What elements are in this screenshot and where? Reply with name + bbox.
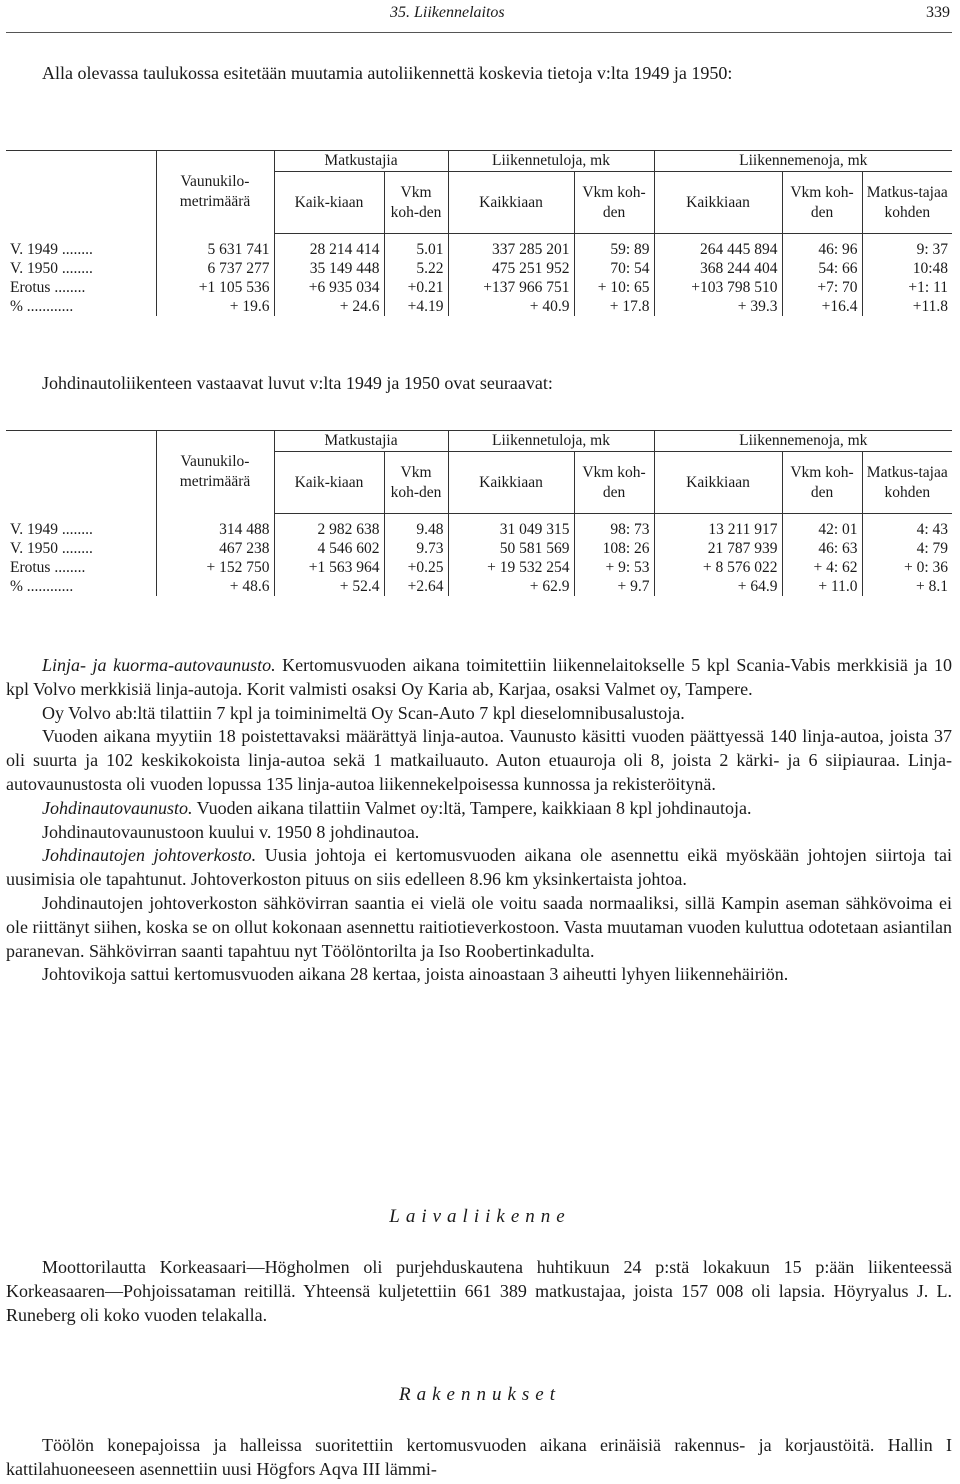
para-kuului: Johdinautovaunustoon kuului v. 1950 8 johdinautoa. [42,821,420,842]
table-cell: 9: 37 [862,234,952,260]
table-cell: +0.25 [384,558,448,577]
table-cell: + 9.7 [574,577,654,596]
col-vkm-kohden: Vkm koh-den [384,452,448,514]
table-cell: 4: 43 [862,514,952,540]
table-row [6,297,952,316]
table-cell: + 52.4 [274,577,384,596]
table-row [6,514,952,540]
table-cell: +0.21 [384,278,448,297]
col-vaunukilometrimaara: Vaunukilo-metrimäärä [156,151,274,234]
table-cell: 98: 73 [574,514,654,540]
row-label: V. 1950 ........ [10,260,93,277]
page-number: 339 [926,4,950,21]
group-matkustajia: Matkustajia [274,431,448,452]
para-myytiin: Vuoden aikana myytiin 18 poistettavaksi määrättyä linja-autoa. Vaunusto käsitti vuoden päättyessä 140 linja-autoa, joista 37 oli suurta ja 102 keskikokoista linja-autoa sekä 1 matkailuauto. Auton etuauroja oli 8, joista 2 kärki- ja 6 siipiauraa. Linja-autovaunustosta oli vuoden lopussa 135 linja-autoa liikennekelpoisessa kunnossa ja rekisteröitynä. [6,726,952,794]
header-rule [6,32,952,33]
table-cell: 368 244 404 [654,259,782,278]
table-cell: 4: 79 [862,539,952,558]
table-row [6,234,952,260]
table-cell: +16.4 [782,297,862,316]
chapter-title: 35. Liikennelaitos [390,4,505,21]
table-cell: 70: 54 [574,259,654,278]
table-cell: +4.19 [384,297,448,316]
trolleybus-traffic-table [6,430,952,596]
table-cell: 5.01 [384,234,448,260]
col-kaikkiaan: Kaikkiaan [654,452,782,514]
table-cell: 5 631 741 [156,234,274,260]
row-label: V. 1949 ........ [10,240,93,258]
table-cell: + 8 576 022 [654,558,782,577]
table-row [6,539,952,558]
row-label: Erotus ........ [10,279,86,296]
group-liikennetuloja: Liikennetuloja, mk [448,431,654,452]
para-linja-autovaunusto: Linja- ja kuorma-autovaunusto. Kertomusvuoden aikana toimitettiin liikennelaitokselle 5 kpl Scania-Vabis merkkisiä ja 10 kpl Volvo merkkisiä linja-autoja. Korit valmisti osaksi Oy Karia ab, Karjaa, osaksi Valmet oy, Tampere. [6,655,952,699]
col-vaunukilometrimaara: Vaunukilo-metrimäärä [156,431,274,514]
col-matkustajaa-kohden: Matkus-tajaa kohden [862,452,952,514]
col-kaikkiaan: Kaik-kiaan [274,452,384,514]
col-vkm-kohden: Vkm koh-den [384,172,448,234]
table-cell: + 40.9 [448,297,574,316]
table-cell: +103 798 510 [654,278,782,297]
para-johdinautovaunusto: Johdinautovaunusto. Vuoden aikana tilattiin Valmet oy:ltä, Tampere, kaikkiaan 8 kpl johdinautoja. [42,797,752,818]
table-cell: + 62.9 [448,577,574,596]
col-vkm-kohden: Vkm koh-den [574,452,654,514]
table-cell: 4 546 602 [274,539,384,558]
table-cell: 21 787 939 [654,539,782,558]
table-cell: 46: 96 [782,234,862,260]
table-cell: 2 982 638 [274,514,384,540]
table-cell: + 8.1 [862,577,952,596]
section-heading-laivaliikenne: Laivaliikenne [389,1206,571,1227]
table-cell: 59: 89 [574,234,654,260]
group-liikennemenoja: Liikennemenoja, mk [654,151,952,172]
table-cell: 337 285 201 [448,234,574,260]
table-cell: 9.73 [384,539,448,558]
table-cell: 54: 66 [782,259,862,278]
table-cell: 31 049 315 [448,514,574,540]
table-cell: + 0: 36 [862,558,952,577]
para-sahkovirta: Johdinautojen johtoverkoston sähkövirran saantia ei vielä ole voitu saada normaaliksi, sillä Kampin aseman sähkövoima ei ole riittänyt siihen, koska se on ollut kokonaan asennettu raitiotieverkostoon. Vasta muutaman vuoden kuluttua odotetaan asiantilan paranevan. Sähkövirran saanti tapahtuu nyt Töölöntorilta ja Iso Roobertinkadulta. [6,892,952,961]
table-cell: +6 935 034 [274,278,384,297]
table-cell: +11.8 [862,297,952,316]
intro-paragraph: Alla olevassa taulukossa esitetään muutamia autoliikennettä koskevia tietoja v:lta 1949 ja 1950: [42,63,733,83]
table-cell: 42: 01 [782,514,862,540]
between-paragraph: Johdinautoliikenteen vastaavat luvut v:lta 1949 ja 1950 ovat seuraavat: [42,373,553,393]
col-vkm-kohden: Vkm koh-den [574,172,654,234]
group-matkustajia: Matkustajia [274,151,448,172]
table-cell: + 19 532 254 [448,558,574,577]
table-cell: 13 211 917 [654,514,782,540]
table-cell: 467 238 [156,539,274,558]
table-cell: 6 737 277 [156,259,274,278]
table-cell: + 9: 53 [574,558,654,577]
para-johtovikoja: Johtovikoja sattui kertomusvuoden aikana 28 kertaa, joista ainoastaan 3 aiheutti lyhyen liikennehäiriön. [42,964,789,985]
table-cell: + 152 750 [156,558,274,577]
table-row [6,259,952,278]
col-vkm-kohden: Vkm koh-den [782,172,862,234]
table-cell: + 64.9 [654,577,782,596]
para-volvo: Oy Volvo ab:ltä tilattiin 7 kpl ja toiminimeltä Oy Scan-Auto 7 kpl dieselomnibusalustoja. [42,702,685,723]
table-cell: +1 105 536 [156,278,274,297]
col-kaikkiaan: Kaik-kiaan [274,172,384,234]
row-label: V. 1950 ........ [10,540,93,557]
table-cell: + 24.6 [274,297,384,316]
table-cell: 108: 26 [574,539,654,558]
group-liikennemenoja: Liikennemenoja, mk [654,431,952,452]
table-cell: + 17.8 [574,297,654,316]
col-kaikkiaan: Kaikkiaan [448,172,574,234]
table-cell: +2.64 [384,577,448,596]
table-cell: +1 563 964 [274,558,384,577]
group-liikennetuloja: Liikennetuloja, mk [448,151,654,172]
table-cell: 475 251 952 [448,259,574,278]
table-cell: + 10: 65 [574,278,654,297]
table-cell: 46: 63 [782,539,862,558]
table-cell: +137 966 751 [448,278,574,297]
body-text [6,654,952,987]
row-label: % ............ [10,298,74,315]
table-cell: 28 214 414 [274,234,384,260]
col-matkustajaa-kohden: Matkus-tajaa kohden [862,172,952,234]
section-heading-rakennukset: Rakennukset [398,1384,561,1405]
row-label: % ............ [10,578,74,595]
table-cell: +1: 11 [862,278,952,297]
bus-traffic-table [6,150,952,316]
row-label: Erotus ........ [10,559,86,576]
table-cell: 35 149 448 [274,259,384,278]
table-cell: + 39.3 [654,297,782,316]
running-header [6,4,952,26]
para-johtoverkosto: Johdinautojen johtoverkosto. Uusia johtoja ei kertomusvuoden aikana ole asennettu eikä myöskään johtojen siirtoja tai uusimisia ole tapahtunut. Johtoverkoston pituus on siis edelleen 8.96 km yksinkertaista johtoa. [6,845,952,890]
table-row [6,558,952,577]
table-row [6,278,952,297]
table-cell: 10:48 [862,259,952,278]
table-cell: 9.48 [384,514,448,540]
col-kaikkiaan: Kaikkiaan [654,172,782,234]
table-row [6,577,952,596]
table-cell: + 11.0 [782,577,862,596]
col-vkm-kohden: Vkm koh-den [782,452,862,514]
table-cell: 5.22 [384,259,448,278]
col-kaikkiaan: Kaikkiaan [448,452,574,514]
table-cell: + 19.6 [156,297,274,316]
table-cell: + 48.6 [156,577,274,596]
table-cell: 264 445 894 [654,234,782,260]
para-laivaliikenne: Moottorilautta Korkeasaari—Högholmen oli purjehduskautena huhtikuun 24 p:stä lokakuun 15 p:ään liikenteessä Korkeasaaren—Pohjoissataman reitillä. Yhteensä kuljetettiin 661 389 matkustajaa, joista 157 008 oli lapsia. Höyryalus J. L. Runeberg oli koko vuoden telakalla. [6,1257,952,1325]
para-rakennukset: Töölön konepajoissa ja halleissa suoritettiin kertomusvuoden aikana erinäisiä rakennus- ja korjaustöitä. Hallin I kattilahuoneeseen asennettiin uusi Högfors Aqva III lämmi- [6,1435,952,1479]
table-cell: 50 581 569 [448,539,574,558]
table-cell: +7: 70 [782,278,862,297]
row-label: V. 1949 ........ [10,520,93,538]
table-cell: 314 488 [156,514,274,540]
table-cell: + 4: 62 [782,558,862,577]
